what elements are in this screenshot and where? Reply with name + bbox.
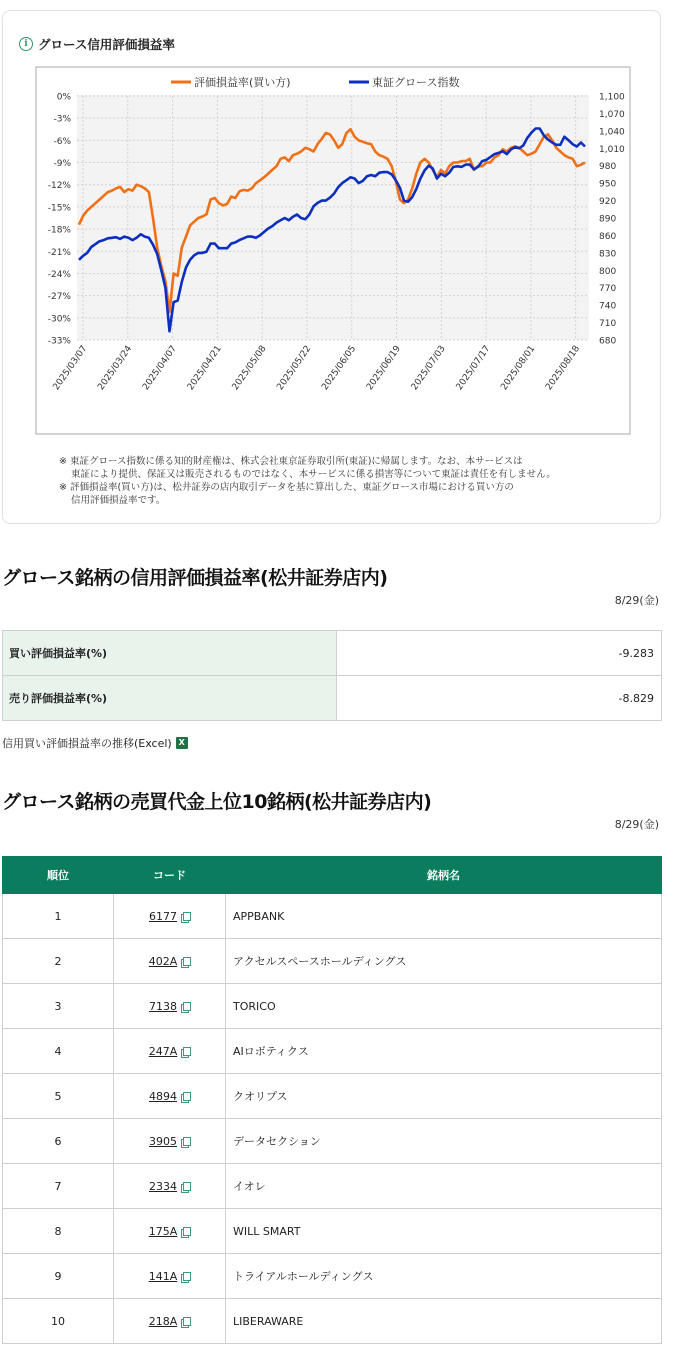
legend-label-margin: 評価損益率(買い方) [194, 76, 291, 89]
stock-name-cell: アクセルスペースホールディングス [226, 939, 662, 984]
left-tick-label: -27% [47, 292, 71, 303]
x-tick-label: 2025/05/22 [275, 343, 314, 393]
note-line: ※ 評価損益率(買い方)は、松井証券の店内取引データを基に算出した、東証グロース市場における買い方の [59, 482, 514, 493]
right-tick-label: 1,100 [599, 92, 625, 103]
stock-name-cell: APPBANK [226, 894, 662, 939]
info-icon[interactable]: i [19, 37, 33, 51]
note-line: 信用評価損益率です。 [71, 495, 166, 506]
code-cell [114, 984, 226, 1029]
left-tick-label: 0% [56, 92, 71, 103]
excel-download-link[interactable] [2, 735, 188, 751]
excel-icon[interactable]: X [176, 737, 188, 749]
copy-icon[interactable] [181, 1227, 190, 1236]
rank-cell: 10 [3, 1299, 114, 1344]
table-row [3, 1254, 662, 1299]
left-tick-label: -6% [53, 136, 71, 147]
stock-code-link[interactable]: 218A [148, 1314, 178, 1328]
table-row [3, 631, 662, 676]
right-tick-label: 710 [599, 319, 617, 330]
copy-icon[interactable] [181, 1317, 190, 1326]
stock-name-cell: クオリプス [226, 1074, 662, 1119]
copy-icon[interactable] [181, 1272, 190, 1281]
right-tick-label: 1,040 [599, 127, 625, 138]
right-tick-label: 920 [599, 197, 617, 208]
chart-card [2, 10, 661, 524]
chart [3, 11, 662, 451]
copy-icon[interactable] [181, 1092, 190, 1101]
x-tick-label: 2025/03/24 [96, 343, 135, 393]
chart-notes [59, 455, 556, 507]
x-tick-label: 2025/03/07 [51, 343, 90, 393]
stock-code-link[interactable]: 141A [148, 1269, 178, 1283]
table-row [3, 1209, 662, 1254]
stock-name-cell: WILL SMART [226, 1209, 662, 1254]
table-row [3, 1299, 662, 1344]
rank-cell: 9 [3, 1254, 114, 1299]
code-cell [114, 1029, 226, 1074]
table-row [3, 676, 662, 721]
rank-cell: 3 [3, 984, 114, 1029]
right-tick-label: 1,070 [599, 109, 625, 120]
x-tick-label: 2025/07/03 [409, 343, 448, 393]
code-cell [114, 1299, 226, 1344]
pl-section-date: 8/29(金) [614, 594, 659, 607]
stock-name-cell: トライアルホールディングス [226, 1254, 662, 1299]
code-cell [114, 894, 226, 939]
x-tick-label: 2025/04/07 [141, 343, 180, 393]
right-tick-label: 800 [599, 266, 617, 277]
rank-cell: 7 [3, 1164, 114, 1209]
left-tick-label: -21% [47, 247, 71, 258]
x-tick-label: 2025/06/19 [365, 343, 403, 393]
left-tick-label: -30% [47, 314, 71, 325]
copy-icon[interactable] [181, 957, 190, 966]
left-tick-label: -18% [47, 225, 71, 236]
right-tick-label: 950 [599, 179, 617, 190]
stock-code-link[interactable]: 6177 [149, 909, 177, 923]
table-row [3, 1164, 662, 1209]
table-header-row [3, 857, 662, 894]
stock-code-link[interactable]: 402A [148, 954, 178, 968]
stock-code-link[interactable]: 247A [148, 1044, 178, 1058]
code-cell [114, 1209, 226, 1254]
right-tick-label: 980 [599, 162, 617, 173]
rank-cell: 2 [3, 939, 114, 984]
stock-name-cell: LIBERAWARE [226, 1299, 662, 1344]
rank-cell: 5 [3, 1074, 114, 1119]
chart-card-title-text: グロース信用評価損益率 [38, 37, 175, 52]
stock-code-link[interactable]: 7138 [149, 999, 177, 1013]
x-tick-label: 2025/08/01 [499, 343, 538, 393]
sell-pl-label: 売り評価損益率(%) [3, 676, 337, 721]
sell-pl-value: -8.829 [337, 676, 662, 721]
left-tick-label: -3% [53, 114, 71, 125]
column-header-rank: 順位 [3, 857, 114, 894]
right-tick-label: 830 [599, 249, 617, 260]
pl-section-title: グロース銘柄の信用評価損益率(松井証券店内) [2, 567, 388, 589]
code-cell [114, 1119, 226, 1164]
stock-name-cell: TORICO [226, 984, 662, 1029]
stock-name-cell: データセクション [226, 1119, 662, 1164]
stock-code-link[interactable]: 3905 [149, 1134, 177, 1148]
right-tick-label: 770 [599, 284, 617, 295]
left-tick-label: -24% [47, 269, 71, 280]
ranking-table-body [3, 894, 662, 1344]
ranking-section-title: グロース銘柄の売買代金上位10銘柄(松井証券店内) [2, 791, 432, 813]
table-row [3, 984, 662, 1029]
table-row [3, 939, 662, 984]
left-tick-label: -15% [47, 203, 71, 214]
code-cell [114, 1164, 226, 1209]
note-line: 東証により提供、保証又は販売されるものではなく、本サービスに係る損害等について東証は責任を有しません。 [71, 469, 556, 480]
x-tick-label: 2025/05/08 [230, 343, 269, 393]
right-tick-label: 740 [599, 301, 617, 312]
table-row [3, 894, 662, 939]
stock-name-cell: イオレ [226, 1164, 662, 1209]
pl-table [2, 630, 662, 721]
copy-icon[interactable] [181, 1002, 190, 1011]
stock-code-link[interactable]: 175A [148, 1224, 178, 1238]
code-cell [114, 1074, 226, 1119]
table-row [3, 1119, 662, 1164]
x-tick-label: 2025/07/17 [454, 343, 493, 393]
buy-pl-label: 買い評価損益率(%) [3, 631, 337, 676]
column-header-code: コード [114, 857, 226, 894]
right-tick-label: 680 [599, 336, 617, 347]
legend-label-index: 東証グロース指数 [372, 76, 460, 89]
x-tick-label: 2025/08/18 [544, 343, 583, 393]
ranking-section-date: 8/29(金) [614, 818, 659, 831]
x-tick-label: 2025/04/21 [185, 343, 224, 393]
stock-code-link[interactable]: 4894 [149, 1089, 177, 1103]
stock-name-cell: AIロボティクス [226, 1029, 662, 1074]
code-cell [114, 1254, 226, 1299]
code-cell [114, 939, 226, 984]
column-header-name: 銘柄名 [226, 857, 662, 894]
right-tick-label: 1,010 [599, 144, 625, 155]
x-tick-label: 2025/06/05 [320, 343, 359, 393]
copy-icon[interactable] [181, 1137, 190, 1146]
stock-code-link[interactable]: 2334 [149, 1179, 177, 1193]
left-tick-label: -33% [47, 336, 71, 347]
right-tick-label: 890 [599, 214, 617, 225]
note-line: ※ 東証グロース指数に係る知的財産権は、株式会社東京証券取引所(東証)に帰属します。なお、本サービスは [59, 456, 523, 467]
buy-pl-value: -9.283 [337, 631, 662, 676]
table-row [3, 1029, 662, 1074]
copy-icon[interactable] [181, 1047, 190, 1056]
rank-cell: 4 [3, 1029, 114, 1074]
table-row [3, 1074, 662, 1119]
left-tick-label: -12% [47, 181, 71, 192]
excel-link-text[interactable]: 信用買い評価損益率の推移(Excel) [2, 737, 172, 750]
rank-cell: 8 [3, 1209, 114, 1254]
ranking-table [2, 856, 662, 1344]
copy-icon[interactable] [181, 1182, 190, 1191]
right-tick-label: 860 [599, 231, 617, 242]
rank-cell: 6 [3, 1119, 114, 1164]
left-tick-label: -9% [53, 159, 71, 170]
copy-icon[interactable] [181, 912, 190, 921]
rank-cell: 1 [3, 894, 114, 939]
